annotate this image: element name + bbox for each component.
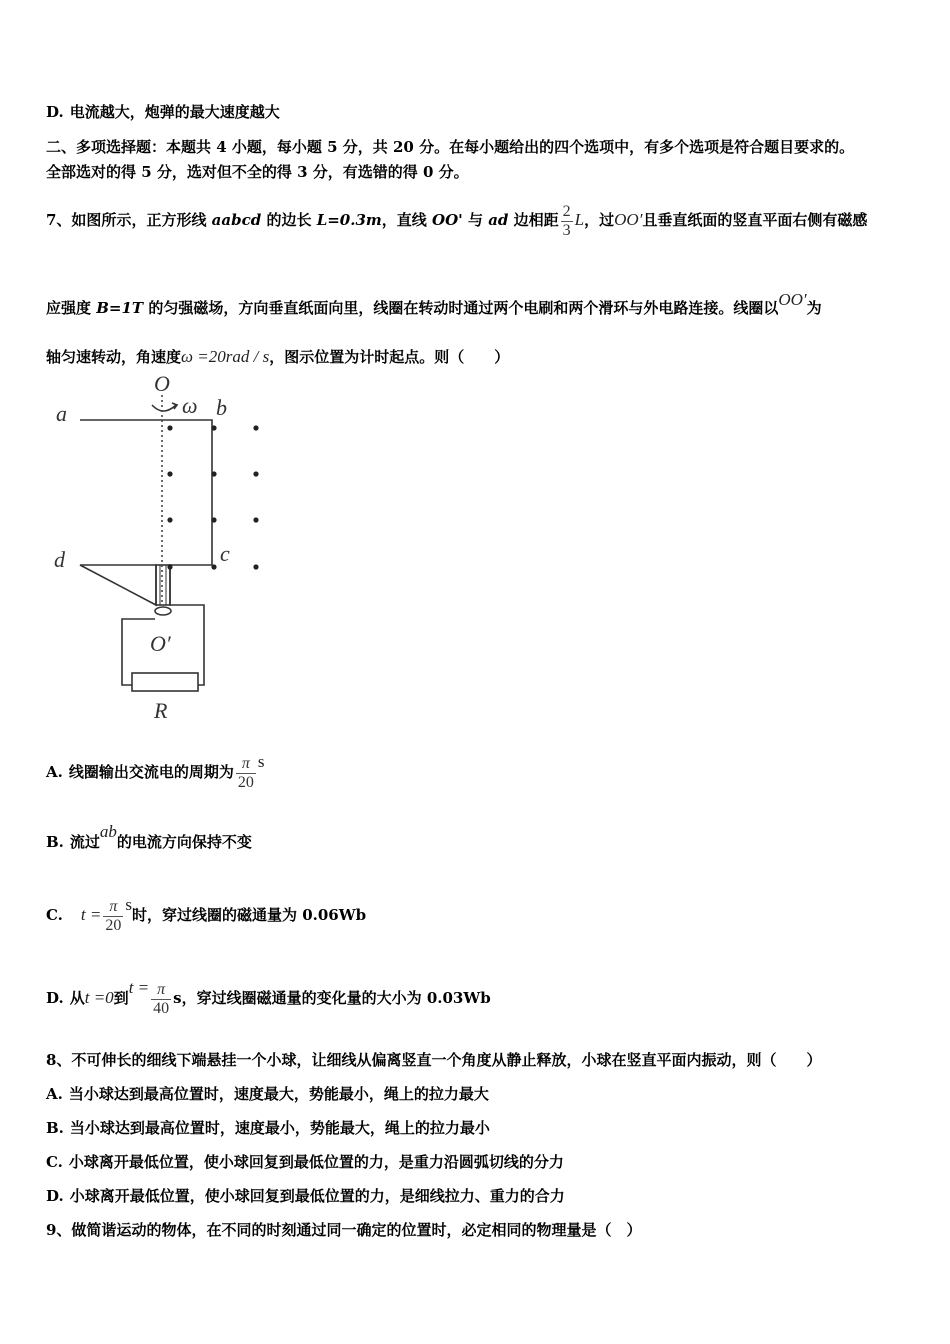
label-d: d	[54, 547, 65, 572]
option-label: A.	[46, 763, 63, 781]
q7-option-a	[46, 752, 265, 792]
q7-stem-line2	[46, 292, 822, 324]
label-c: c	[220, 541, 230, 566]
option-label: B.	[46, 1119, 64, 1137]
section2-line2: 全部选对的得 5 分，选对但不全的得 3 分，有选错的得 0 分。	[46, 163, 469, 181]
text: OO'	[432, 211, 463, 229]
option-label: D.	[46, 989, 64, 1007]
frac-num: π	[157, 980, 166, 998]
fraction	[151, 981, 171, 1018]
frac-den: 20	[105, 916, 122, 934]
q6-option-d	[46, 102, 280, 122]
text: 为	[806, 299, 822, 317]
q8-option-b	[46, 1118, 490, 1138]
option-label: A.	[46, 1085, 63, 1103]
text: ，过	[584, 211, 615, 229]
frac-den: 3	[562, 221, 571, 239]
coil-outline	[80, 420, 212, 605]
option-label: C.	[46, 906, 63, 924]
text: 边相距	[508, 211, 559, 229]
label-b: b	[216, 395, 227, 420]
slip-ring-shaft	[156, 565, 170, 605]
text: 与	[462, 211, 489, 229]
var-ab: ab	[99, 822, 117, 841]
q8-option-d	[46, 1186, 565, 1206]
q7-option-b	[46, 822, 252, 862]
option-text: 从	[69, 989, 85, 1007]
frac-num: 2	[562, 202, 571, 220]
unit: s	[125, 895, 132, 914]
option-label: D.	[46, 103, 64, 121]
text: ，直线	[381, 211, 433, 229]
coil-figure	[44, 375, 284, 730]
q8-option-c	[46, 1152, 564, 1172]
option-text: 流过	[69, 833, 100, 851]
text: 应强度	[46, 299, 97, 317]
label-omega: ω	[182, 393, 198, 418]
text: 轴匀速转动，角速度	[46, 348, 182, 366]
option-label: B.	[46, 833, 64, 851]
q7-stem-line3	[46, 347, 509, 367]
option-text: ，穿过线圈磁通量的变化量的大小为 0.03Wb	[181, 989, 491, 1007]
fraction	[103, 898, 123, 935]
var-OO: OO′	[778, 290, 807, 309]
option-text: 小球离开最低位置，使小球回复到最低位置的力，是重力沿圆弧切线的分力	[68, 1153, 564, 1171]
q8-option-a	[46, 1084, 489, 1104]
text: ad	[488, 211, 509, 229]
option-text: 线圈输出交流电的周期为	[68, 763, 234, 781]
var-OO: OO′	[614, 210, 643, 229]
frac-num: π	[109, 897, 118, 915]
slip-ring	[155, 607, 171, 615]
math-t0: t =0	[84, 988, 114, 1007]
option-text: 当小球达到最高位置时，速度最大，势能最小，绳上的拉力最大	[68, 1085, 489, 1103]
var-L: L	[574, 210, 585, 229]
option-text: 当小球达到最高位置时，速度最小，势能最大，绳上的拉力最小	[69, 1119, 490, 1137]
label-O-prime: O′	[150, 631, 171, 656]
option-text: 时，穿过线圈的磁通量为 0.06Wb	[131, 906, 367, 924]
unit: s	[173, 989, 182, 1007]
frac-num: π	[241, 754, 250, 772]
q8-stem: 8、不可伸长的细线下端悬挂一个小球，让细线从偏离竖直一个角度从静止释放，小球在竖直平面内振动，则（ ）	[46, 1051, 822, 1069]
text: ，图示位置为计时起点。则（ ）	[269, 348, 510, 366]
frac-den: 20	[237, 773, 254, 791]
q9-stem: 9、做简谐运动的物体，在不同的时刻通过同一确定的位置时，必定相同的物理量是（ ）	[46, 1221, 642, 1239]
unit: s	[257, 752, 265, 771]
text: B=1T	[96, 299, 144, 317]
text: 7、如图所示，正方形线	[46, 211, 212, 229]
q7-stem-line1	[46, 200, 867, 240]
text: 且垂直纸面的竖直平面右侧有磁感	[642, 211, 868, 229]
omega-value: ω =20rad / s	[181, 347, 270, 366]
magnetic-field-dots	[167, 425, 258, 569]
option-text: 电流越大，炮弹的最大速度越大	[69, 103, 280, 121]
label-O: O	[154, 375, 170, 396]
text: aabcd	[211, 211, 262, 229]
rotation-arrow	[152, 405, 176, 411]
math-t: t =	[128, 978, 150, 997]
label-R: R	[154, 698, 168, 723]
q7-option-c	[46, 893, 366, 937]
fraction	[236, 755, 256, 792]
option-text: 小球离开最低位置，使小球回复到最低位置的力，是细线拉力、重力的合力	[69, 1187, 565, 1205]
option-text: 的电流方向保持不变	[116, 833, 252, 851]
q7-option-d	[46, 976, 491, 1020]
section2-line1: 二、多项选择题：本题共 4 小题，每小题 5 分，共 20 分。在每小题给出的四个选项中，有多个选项是符合题目要求的。	[46, 138, 855, 156]
resistor	[132, 673, 198, 691]
fraction-two-thirds	[561, 203, 573, 240]
option-label: D.	[46, 1187, 64, 1205]
text: 的边长	[261, 211, 317, 229]
option-label: C.	[46, 1153, 63, 1171]
label-a: a	[56, 401, 67, 426]
text: L=0.3m	[316, 211, 382, 229]
text: 的匀强磁场，方向垂直纸面向里，线圈在转动时通过两个电刷和两个滑环与外电路连接。线圈以	[143, 299, 779, 317]
option-text: 到	[113, 989, 129, 1007]
math-t: t =	[80, 905, 102, 924]
frac-den: 40	[153, 999, 170, 1017]
